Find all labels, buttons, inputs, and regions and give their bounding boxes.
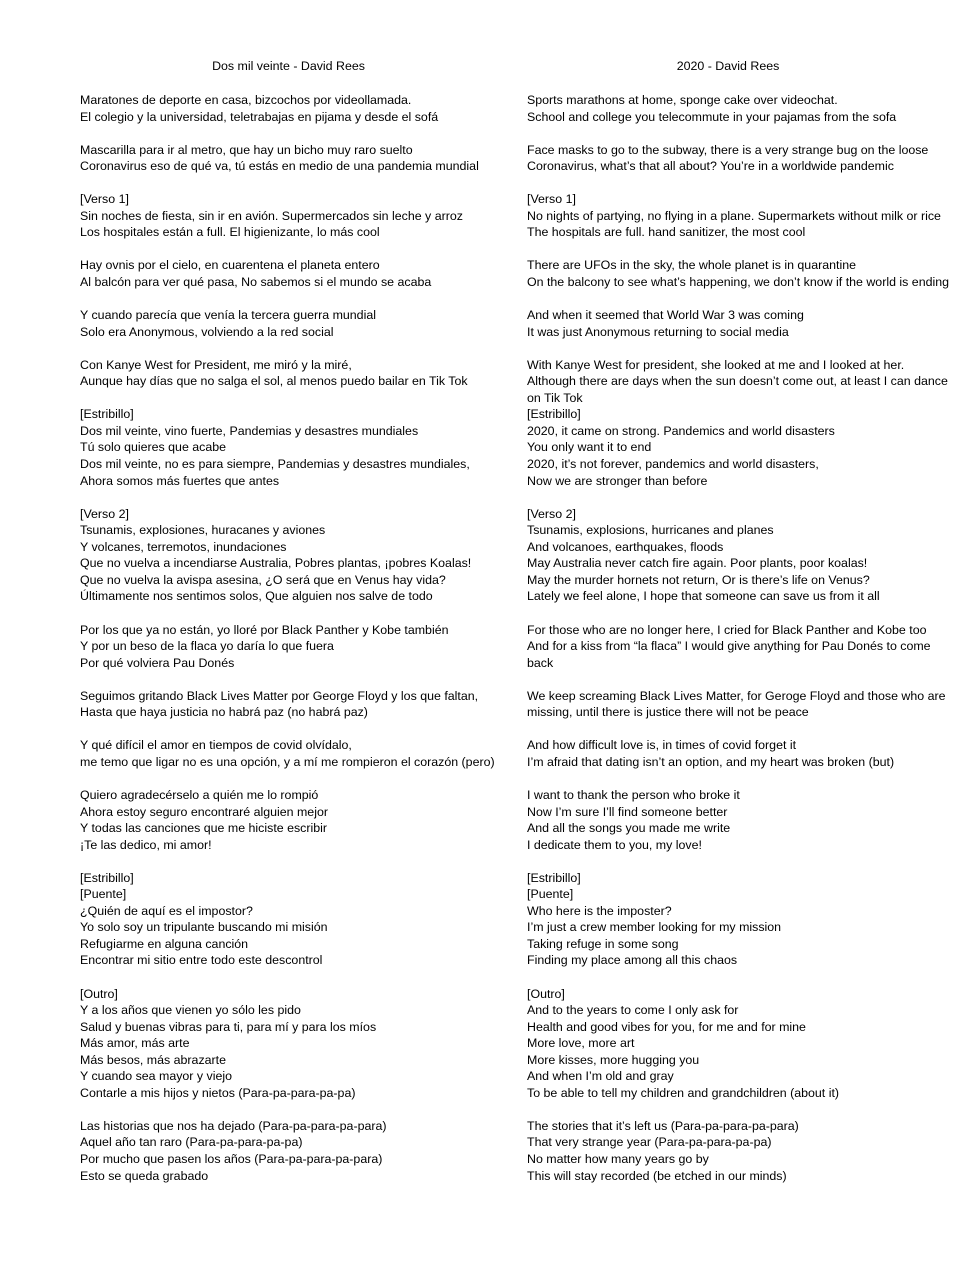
spanish-lyric-line: [Estribillo] [80, 407, 134, 422]
english-stanza-break [527, 671, 929, 688]
english-stanza-break [527, 721, 929, 738]
spanish-lyric-line: Y cuando sea mayor y viejo [80, 1069, 232, 1084]
spanish-lyric-line: Y volcanes, terremotos, inundaciones [80, 539, 287, 554]
english-lyric-line: There are UFOs in the sky, the whole planet is in quarantine [527, 258, 856, 273]
english-lyric-line: Coronavirus, what’s that all about? You’re in a worldwide pandemic [527, 159, 894, 174]
english-lyric-line: May the murder hornets not return, Or is there’s life on Venus? [527, 572, 870, 587]
spanish-lyric-line: Hay ovnis por el cielo, en cuarentena el planeta entero [80, 258, 380, 273]
spanish-lyric-line: Refugiarme en alguna canción [80, 936, 249, 951]
spanish-stanza-break [80, 291, 510, 308]
english-lyric-line: Taking refuge in some song [527, 936, 679, 951]
spanish-lyric-line: Esto se queda grabado [80, 1168, 209, 1183]
english-lyric-line: To be able to tell my children and grandchildren (about it) [527, 1085, 840, 1100]
english-lyric-line: Who here is the imposter? [527, 903, 672, 918]
english-lyric-line: [Verso 2] [527, 506, 576, 521]
spanish-lyric-line: [Outro] [80, 986, 118, 1001]
spanish-lyric-line: [Verso 1] [80, 192, 129, 207]
spanish-stanza-break [80, 125, 510, 142]
english-stanza-break [527, 291, 929, 308]
english-lyric-line: Now I’m sure I’ll find someone better [527, 804, 728, 819]
english-lyric-line: And volcanoes, earthquakes, floods [527, 539, 724, 554]
spanish-lyric-line: Y por un beso de la flaca yo daría lo que fuera [80, 639, 334, 654]
spanish-lyric-line: Y cuando parecía que venía la tercera guerra mundial [80, 308, 376, 323]
spanish-lyric-line: Solo era Anonymous, volviendo a la red social [80, 324, 334, 339]
spanish-lyric-line: Las historias que nos ha dejado (Para-pa-para-pa-para) [80, 1118, 387, 1133]
spanish-stanza-break [80, 969, 510, 986]
english-lyric-line: I’m afraid that dating isn’t an option, and my heart was broken (but) [527, 754, 895, 769]
english-lyric-line: The hospitals are full. hand sanitizer, the most cool [527, 225, 806, 240]
spanish-lyric-line: El colegio y la universidad, teletrabajas en pijama y desde el sofá [80, 109, 439, 124]
english-stanza-break [527, 969, 929, 986]
english-lyric-line: We keep screaming Black Lives Matter, for Geroge Floyd and those who are [527, 688, 946, 703]
english-lyric-line: On the balcony to see what’s happening, we don’t know if the world is ending [527, 275, 950, 290]
spanish-stanza-break [80, 241, 510, 258]
english-lyric-line: I dedicate them to you, my love! [527, 837, 702, 852]
english-lyric-line: 2020, it’s not forever, pandemics and world disasters, [527, 457, 819, 472]
english-title: 2020 - David Rees [676, 59, 780, 73]
spanish-lyric-line: Y todas las canciones que me hiciste escribir [80, 821, 328, 836]
spanish-lyric-line: Coronavirus eso de qué va, tú estás en medio de una pandemia mundial [80, 159, 479, 174]
spanish-lyric-line: Dos mil veinte, no es para siempre, Pandemias y desastres mundiales, [80, 457, 470, 472]
spanish-lyric-line: Con Kanye West for President, me miró y la miré, [80, 357, 352, 372]
spanish-stanza-break [80, 390, 510, 407]
spanish-lyric-line: ¡Te las dedico, mi amor! [80, 837, 212, 852]
english-stanza-break [527, 241, 929, 258]
english-stanza-break [527, 605, 929, 622]
english-lyric-line: The stories that it’s left us (Para-pa-para-pa-para) [527, 1118, 799, 1133]
english-lyric-line: And how difficult love is, in times of covid forget it [527, 738, 797, 753]
spanish-lyric-line: Que no vuelva la avispa asesina, ¿O será que en Venus hay vida? [80, 572, 446, 587]
english-lyric-line: Now we are stronger than before [527, 473, 708, 488]
spanish-lyric-line: [Verso 2] [80, 506, 129, 521]
spanish-lyric-line: Ahora somos más fuertes que antes [80, 473, 280, 488]
spanish-lyric-line: Por qué volviera Pau Donés [80, 655, 235, 670]
english-lyric-line: School and college you telecommute in your pajamas from the sofa [527, 109, 897, 124]
english-lyric-line: missing, until there is justice there will not be peace [527, 705, 809, 720]
spanish-lyric-line: Por los que ya no están, yo lloré por Black Panther y Kobe también [80, 622, 449, 637]
english-lyric-line: It was just Anonymous returning to social media [527, 324, 789, 339]
spanish-lyric-line: Aquel año tan raro (Para-pa-para-pa-pa) [80, 1135, 303, 1150]
spanish-lyric-line: Tsunamis, explosiones, huracanes y aviones [80, 523, 326, 538]
spanish-lyric-line: Aunque hay días que no salga el sol, al menos puedo bailar en Tik Tok [80, 374, 468, 389]
spanish-stanza-break [80, 770, 510, 787]
spanish-lyric-line: Dos mil veinte, vino fuerte, Pandemias y desastres mundiales [80, 423, 419, 438]
spanish-lyric-line: Hasta que haya justicia no habrá paz (no habrá paz) [80, 705, 368, 720]
spanish-lyric-line: Más besos, más abrazarte [80, 1052, 226, 1067]
spanish-lyric-line: Últimamente nos sentimos solos, Que alguien nos salve de todo [80, 589, 433, 604]
english-lyric-line: Lately we feel alone, I hope that someone can save us from it all [527, 589, 880, 604]
english-lyric-line: For those who are no longer here, I cried for Black Panther and Kobe too [527, 622, 927, 637]
english-lyric-line: You only want it to end [527, 440, 652, 455]
spanish-lyric-line: Ahora estoy seguro encontraré alguien mejor [80, 804, 328, 819]
spanish-lyric-line: Maratones de deporte en casa, bizcochos por videollamada. [80, 93, 412, 107]
spanish-lyric-line: Yo solo soy un tripulante buscando mi misión [80, 920, 328, 935]
english-lyric-line: Finding my place among all this chaos [527, 953, 738, 968]
spanish-stanza-break [80, 721, 510, 738]
spanish-lyric-line: Tú solo quieres que acabe [80, 440, 227, 455]
spanish-lyric-line: Los hospitales están a full. El higienizante, lo más cool [80, 225, 380, 240]
english-stanza-break [527, 853, 929, 870]
spanish-lyric-line: [Puente] [80, 887, 127, 902]
spanish-lyric-line: Encontrar mi sitio entre todo este descontrol [80, 953, 323, 968]
english-lyric-line: And when I’m old and gray [527, 1069, 674, 1084]
english-lyric-line: No matter how many years go by [527, 1152, 709, 1166]
english-lyric-line: I’m just a crew member looking for my mission [527, 920, 782, 935]
english-lyric-line: [Estribillo] [527, 407, 581, 422]
spanish-lyric-line: Que no vuelva a incendiarse Australia, Pobres plantas, ¡pobres Koalas! [80, 556, 472, 571]
spanish-title: Dos mil veinte - David Rees [212, 59, 365, 73]
english-stanza-break [527, 125, 929, 142]
english-lyrics-column [527, 59, 950, 1184]
english-lyric-line: And when it seemed that World War 3 was coming [527, 308, 804, 323]
english-stanza-break [527, 489, 929, 506]
english-lyric-line: Tsunamis, explosions, hurricanes and planes [527, 523, 774, 538]
spanish-lyric-line: Sin noches de fiesta, sin ir en avión. Supermercados sin leche y arroz [80, 208, 463, 223]
english-stanza-break [527, 770, 929, 787]
spanish-lyric-line: Y qué difícil el amor en tiempos de covid olvídalo, [80, 738, 352, 753]
english-stanza-break [527, 340, 929, 357]
english-lyrics [527, 92, 950, 1184]
spanish-lyric-line: Mascarilla para ir al metro, que hay un bicho muy raro suelto [80, 142, 413, 157]
spanish-lyric-line: Más amor, más arte [80, 1036, 190, 1051]
english-stanza-break [527, 175, 929, 192]
english-lyric-line: on Tik Tok [527, 390, 583, 405]
english-lyric-line: 2020, it came on strong. Pandemics and world disasters [527, 423, 835, 438]
spanish-stanza-break [80, 671, 510, 688]
spanish-lyric-line: Por mucho que pasen los años (Para-pa-para-pa-para) [80, 1152, 383, 1166]
english-lyric-line: Health and good vibes for you, for me and for mine [527, 1019, 806, 1034]
spanish-lyric-line: ¿Quién de aquí es el impostor? [80, 903, 253, 918]
english-stanza-break [527, 1101, 929, 1118]
english-lyric-line: And all the songs you made me write [527, 821, 731, 836]
english-lyric-line: [Outro] [527, 986, 565, 1001]
english-lyric-line: [Puente] [527, 887, 574, 902]
english-lyric-line: Sports marathons at home, sponge cake over videochat. [527, 93, 838, 107]
spanish-stanza-break [80, 489, 510, 506]
english-lyric-line: No nights of partying, no flying in a plane. Supermarkets without milk or rice [527, 208, 941, 223]
spanish-lyric-line: Contarle a mis hijos y nietos (Para-pa-para-pa-pa) [80, 1085, 356, 1100]
spanish-lyrics-column [80, 59, 510, 1184]
spanish-lyric-line: Salud y buenas vibras para ti, para mí y para los míos [80, 1019, 377, 1034]
english-lyric-line: That very strange year (Para-pa-para-pa-pa) [527, 1135, 772, 1150]
english-lyric-line: May Australia never catch fire again. Poor plants, poor koalas! [527, 556, 868, 571]
spanish-stanza-break [80, 853, 510, 870]
english-lyric-line: I want to thank the person who broke it [527, 787, 740, 802]
english-lyric-line: back [527, 655, 554, 670]
english-lyric-line: This will stay recorded (be etched in our minds) [527, 1168, 787, 1183]
english-lyric-line: And to the years to come I only ask for [527, 1003, 739, 1018]
english-lyric-line: Face masks to go to the subway, there is a very strange bug on the loose [527, 142, 929, 157]
spanish-stanza-break [80, 175, 510, 192]
english-lyric-line: Although there are days when the sun doesn’t come out, at least I can dance [527, 374, 948, 389]
english-lyric-line: More love, more art [527, 1036, 635, 1051]
spanish-lyric-line: Seguimos gritando Black Lives Matter por George Floyd y los que faltan, [80, 688, 479, 703]
spanish-stanza-break [80, 340, 510, 357]
english-lyric-line: More kisses, more hugging you [527, 1052, 700, 1067]
english-lyric-line: [Estribillo] [527, 870, 581, 885]
spanish-lyric-line: Y a los años que vienen yo sólo les pido [80, 1003, 301, 1018]
english-lyric-line: With Kanye West for president, she looked at me and I looked at her. [527, 357, 905, 372]
spanish-lyric-line: Quiero agradecérselo a quién me lo rompió [80, 787, 319, 802]
spanish-lyrics [80, 92, 510, 1184]
spanish-stanza-break [80, 605, 510, 622]
english-lyric-line: And for a kiss from “la flaca” I would give anything for Pau Donés to come [527, 639, 931, 654]
spanish-lyric-line: [Estribillo] [80, 870, 134, 885]
english-lyric-line: [Verso 1] [527, 192, 576, 207]
spanish-stanza-break [80, 1101, 510, 1118]
spanish-lyric-line: Al balcón para ver qué pasa, No sabemos si el mundo se acaba [80, 275, 432, 290]
spanish-lyric-line: me temo que ligar no es una opción, y a mí me rompieron el corazón (pero) [80, 754, 495, 769]
